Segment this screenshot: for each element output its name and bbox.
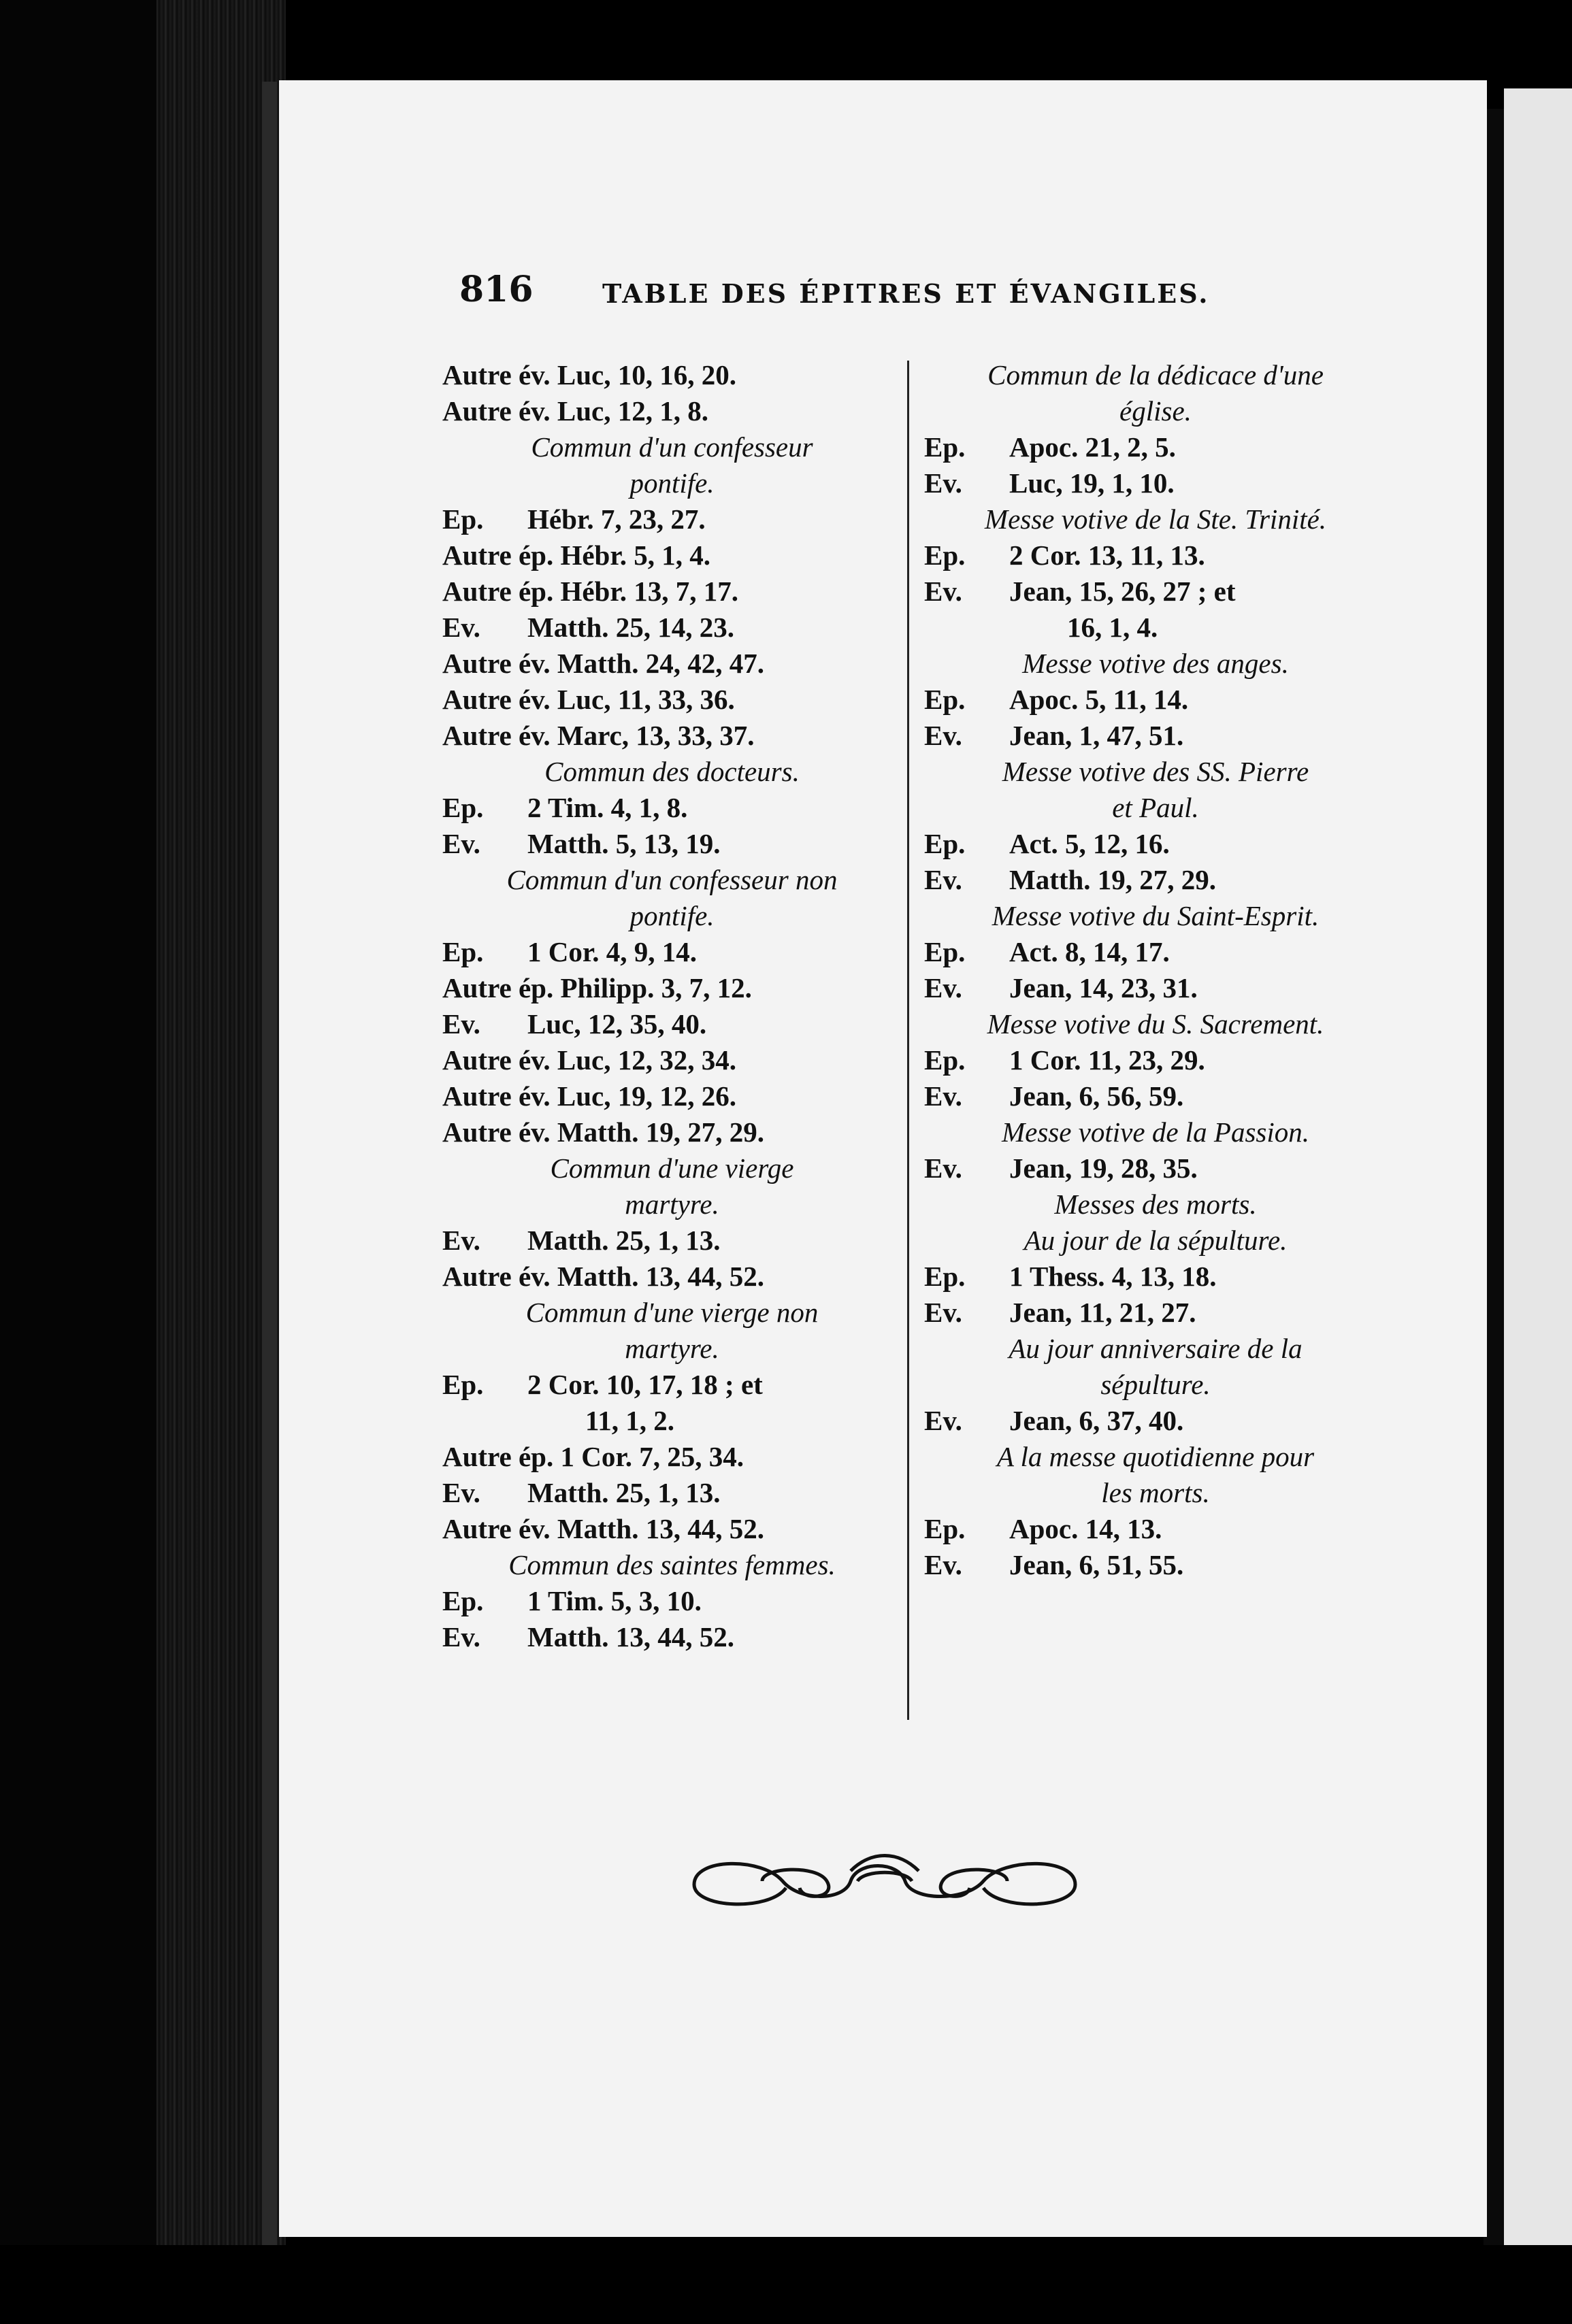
reading-entry: [442, 1006, 902, 1042]
reading-reference: Autre év. Matth. 24, 42, 47.: [442, 648, 764, 679]
reading-entry: [924, 1511, 1387, 1547]
reading-type-label: Ev.: [924, 1549, 962, 1580]
reading-reference: Autre év. Luc, 11, 33, 36.: [442, 684, 735, 715]
reading-type-label: Ev.: [924, 1080, 962, 1112]
reading-entry: [442, 357, 902, 393]
reading-reference: Jean, 6, 56, 59.: [1009, 1080, 1184, 1112]
reading-type-label: Ev.: [924, 467, 962, 499]
reading-reference: Autre év. Marc, 13, 33, 37.: [442, 720, 755, 751]
reading-entry: [924, 1078, 1387, 1114]
reading-reference: 1 Cor. 4, 9, 14.: [527, 936, 698, 967]
reading-entry: [924, 429, 1387, 465]
reading-type-label: Ev.: [442, 1621, 480, 1653]
section-heading: sépulture.: [1100, 1369, 1211, 1400]
reading-entry: [442, 1223, 902, 1259]
reading-type-label: Ep.: [442, 503, 484, 535]
reading-entry: [924, 1403, 1387, 1439]
page-header: [459, 269, 1262, 316]
reading-entry: [442, 1078, 902, 1114]
reading-type-label: Ep.: [924, 684, 966, 715]
reading-reference: Apoc. 21, 2, 5.: [1009, 431, 1176, 463]
scan-bottom-margin: [0, 2245, 1572, 2324]
reading-reference: Jean, 6, 51, 55.: [1009, 1549, 1184, 1580]
reading-reference: Matth. 25, 14, 23.: [527, 612, 735, 643]
section-heading: et Paul.: [1112, 792, 1199, 823]
reading-type-label: Ev.: [924, 864, 962, 895]
section-heading: Au jour anniversaire de la: [1009, 1333, 1303, 1364]
reading-entry: [924, 1547, 1387, 1583]
reading-reference: Apoc. 5, 11, 14.: [1009, 684, 1189, 715]
reading-entry: [924, 970, 1387, 1006]
reading-entry: [924, 1295, 1387, 1331]
section-heading: martyre.: [625, 1333, 719, 1364]
reading-type-label: Ev.: [924, 576, 962, 607]
section-heading: les morts.: [1101, 1477, 1210, 1508]
right-column: [924, 357, 1387, 1583]
reading-reference: Jean, 1, 47, 51.: [1009, 720, 1184, 751]
section-heading: Commun de la dédicace d'une: [987, 359, 1324, 391]
reading-type-label: Ep.: [442, 936, 484, 967]
reading-type-label: Ev.: [442, 1477, 480, 1508]
reading-entry: [442, 934, 902, 970]
reading-reference: Autre év. Luc, 19, 12, 26.: [442, 1080, 737, 1112]
reading-entry: [924, 465, 1387, 501]
reading-type-label: Ev.: [924, 972, 962, 1003]
reading-type-label: Ep.: [924, 1044, 966, 1076]
reading-type-label: Ev.: [924, 1152, 962, 1184]
reading-entry: [924, 1042, 1387, 1078]
section-heading: Au jour de la sépulture.: [1024, 1225, 1288, 1256]
reading-reference: Act. 8, 14, 17.: [1009, 936, 1170, 967]
reading-entry: [442, 1259, 902, 1295]
reading-type-label: Ep.: [924, 540, 966, 571]
section-heading: Commun des docteurs.: [544, 756, 800, 787]
reading-entry: [924, 537, 1387, 574]
reading-reference: Jean, 14, 23, 31.: [1009, 972, 1198, 1003]
reading-entry: [442, 970, 902, 1006]
page-number: 816: [459, 269, 534, 310]
section-heading: Commun d'un confesseur non: [506, 864, 838, 895]
reading-entry: [442, 1114, 902, 1150]
reading-reference: 1 Thess. 4, 13, 18.: [1009, 1261, 1217, 1292]
section-heading: Messe votive des SS. Pierre: [1002, 756, 1309, 787]
reading-reference: Jean, 19, 28, 35.: [1009, 1152, 1198, 1184]
reading-reference: Autre év. Matth. 13, 44, 52.: [442, 1513, 764, 1544]
section-heading: Commun d'une vierge non: [525, 1297, 819, 1328]
reading-entry: [442, 1511, 902, 1547]
reading-reference: Luc, 19, 1, 10.: [1009, 467, 1175, 499]
reading-type-label: Ev.: [442, 1225, 480, 1256]
section-heading: martyre.: [625, 1189, 719, 1220]
section-heading: pontife.: [629, 900, 715, 931]
reading-type-label: Ep.: [442, 1585, 484, 1616]
reading-entry: [442, 1583, 902, 1619]
column-divider: [907, 361, 909, 1720]
reading-entry: [442, 1439, 902, 1475]
reading-entry: [442, 574, 902, 610]
reading-entry: [442, 1367, 902, 1403]
reading-entry: [924, 1259, 1387, 1295]
reading-entry: [442, 682, 902, 718]
reading-reference: Autre év. Luc, 12, 1, 8.: [442, 395, 709, 427]
left-column: [442, 357, 902, 1655]
decorative-flourish: [681, 1844, 1089, 1919]
reading-entry: [442, 790, 902, 826]
reading-reference: Matth. 13, 44, 52.: [527, 1621, 735, 1653]
reading-entry: [442, 1042, 902, 1078]
section-heading: A la messe quotidienne pour: [996, 1441, 1315, 1472]
reading-reference: Autre év. Matth. 19, 27, 29.: [442, 1116, 764, 1148]
reading-reference: Matth. 19, 27, 29.: [1009, 864, 1217, 895]
section-heading: Messe votive du S. Sacrement.: [987, 1008, 1324, 1040]
reading-entry: [924, 934, 1387, 970]
reading-reference: Matth. 25, 1, 13.: [527, 1225, 721, 1256]
reading-reference-continued: 16, 1, 4.: [1067, 612, 1158, 643]
section-heading: Messes des morts.: [1054, 1189, 1257, 1220]
reading-type-label: Ep.: [442, 1369, 484, 1400]
reading-reference: 1 Cor. 11, 23, 29.: [1009, 1044, 1205, 1076]
reading-type-label: Ev.: [442, 612, 480, 643]
reading-reference: Apoc. 14, 13.: [1009, 1513, 1162, 1544]
reading-type-label: Ep.: [442, 792, 484, 823]
reading-reference: Luc, 12, 35, 40.: [527, 1008, 707, 1040]
running-title: TABLE DES ÉPITRES ET ÉVANGILES.: [602, 278, 1210, 309]
reading-reference: Autre ép. Hébr. 13, 7, 17.: [442, 576, 739, 607]
reading-entry: [442, 1619, 902, 1655]
section-heading: Commun d'une vierge: [550, 1152, 794, 1184]
section-heading: Messe votive de la Ste. Trinité.: [984, 503, 1327, 535]
reading-reference: Matth. 25, 1, 13.: [527, 1477, 721, 1508]
reading-reference: Autre ép. 1 Cor. 7, 25, 34.: [442, 1441, 744, 1472]
reading-type-label: Ep.: [924, 1513, 966, 1544]
reading-type-label: Ev.: [442, 828, 480, 859]
reading-type-label: Ep.: [924, 828, 966, 859]
reading-entry: [442, 826, 902, 862]
reading-reference: 2 Cor. 10, 17, 18 ; et: [527, 1369, 763, 1400]
reading-entry: [924, 826, 1387, 862]
reading-type-label: Ev.: [924, 1405, 962, 1436]
reading-reference: Autre ép. Hébr. 5, 1, 4.: [442, 540, 711, 571]
reading-reference: 1 Tim. 5, 3, 10.: [527, 1585, 702, 1616]
page-edge: [262, 82, 277, 2245]
reading-type-label: Ep.: [924, 1261, 966, 1292]
reading-reference: 2 Tim. 4, 1, 8.: [527, 792, 688, 823]
section-heading: Messe votive de la Passion.: [1001, 1116, 1310, 1148]
reading-type-label: Ep.: [924, 936, 966, 967]
reading-entry: [924, 1150, 1387, 1186]
reading-entry: [442, 1475, 902, 1511]
reading-entry: [924, 862, 1387, 898]
section-heading: pontife.: [629, 467, 715, 499]
reading-entry: [442, 537, 902, 574]
reading-reference: Hébr. 7, 23, 27.: [527, 503, 706, 535]
section-heading: Commun des saintes femmes.: [508, 1549, 836, 1580]
reading-reference: Autre év. Luc, 12, 32, 34.: [442, 1044, 737, 1076]
reading-reference: Jean, 11, 21, 27.: [1009, 1297, 1196, 1328]
reading-type-label: Ev.: [442, 1008, 480, 1040]
scan-margin: [0, 0, 157, 2324]
reading-type-label: Ev.: [924, 720, 962, 751]
reading-entry: [924, 718, 1387, 754]
reading-reference-continued: 11, 1, 2.: [585, 1405, 674, 1436]
reading-reference: 2 Cor. 13, 11, 13.: [1009, 540, 1205, 571]
section-heading: Messe votive des anges.: [1022, 648, 1289, 679]
reading-reference: Autre év. Matth. 13, 44, 52.: [442, 1261, 764, 1292]
reading-reference: Autre ép. Philipp. 3, 7, 12.: [442, 972, 752, 1003]
reading-type-label: Ep.: [924, 431, 966, 463]
reading-type-label: Ev.: [924, 1297, 962, 1328]
reading-reference: Autre év. Luc, 10, 16, 20.: [442, 359, 737, 391]
reading-entry: [442, 501, 902, 537]
reading-reference: Matth. 5, 13, 19.: [527, 828, 721, 859]
reading-entry: [442, 646, 902, 682]
reading-entry: [442, 393, 902, 429]
reading-reference: Jean, 15, 26, 27 ; et: [1009, 576, 1236, 607]
section-heading: église.: [1119, 395, 1192, 427]
reading-entry: [442, 718, 902, 754]
reading-entry: [924, 574, 1387, 610]
section-heading: Messe votive du Saint-Esprit.: [992, 900, 1320, 931]
reading-entry: [442, 610, 902, 646]
section-heading: Commun d'un confesseur: [531, 431, 813, 463]
facing-page-sliver: [1504, 88, 1572, 2265]
reading-entry: [924, 682, 1387, 718]
reading-reference: Jean, 6, 37, 40.: [1009, 1405, 1184, 1436]
reading-reference: Act. 5, 12, 16.: [1009, 828, 1170, 859]
